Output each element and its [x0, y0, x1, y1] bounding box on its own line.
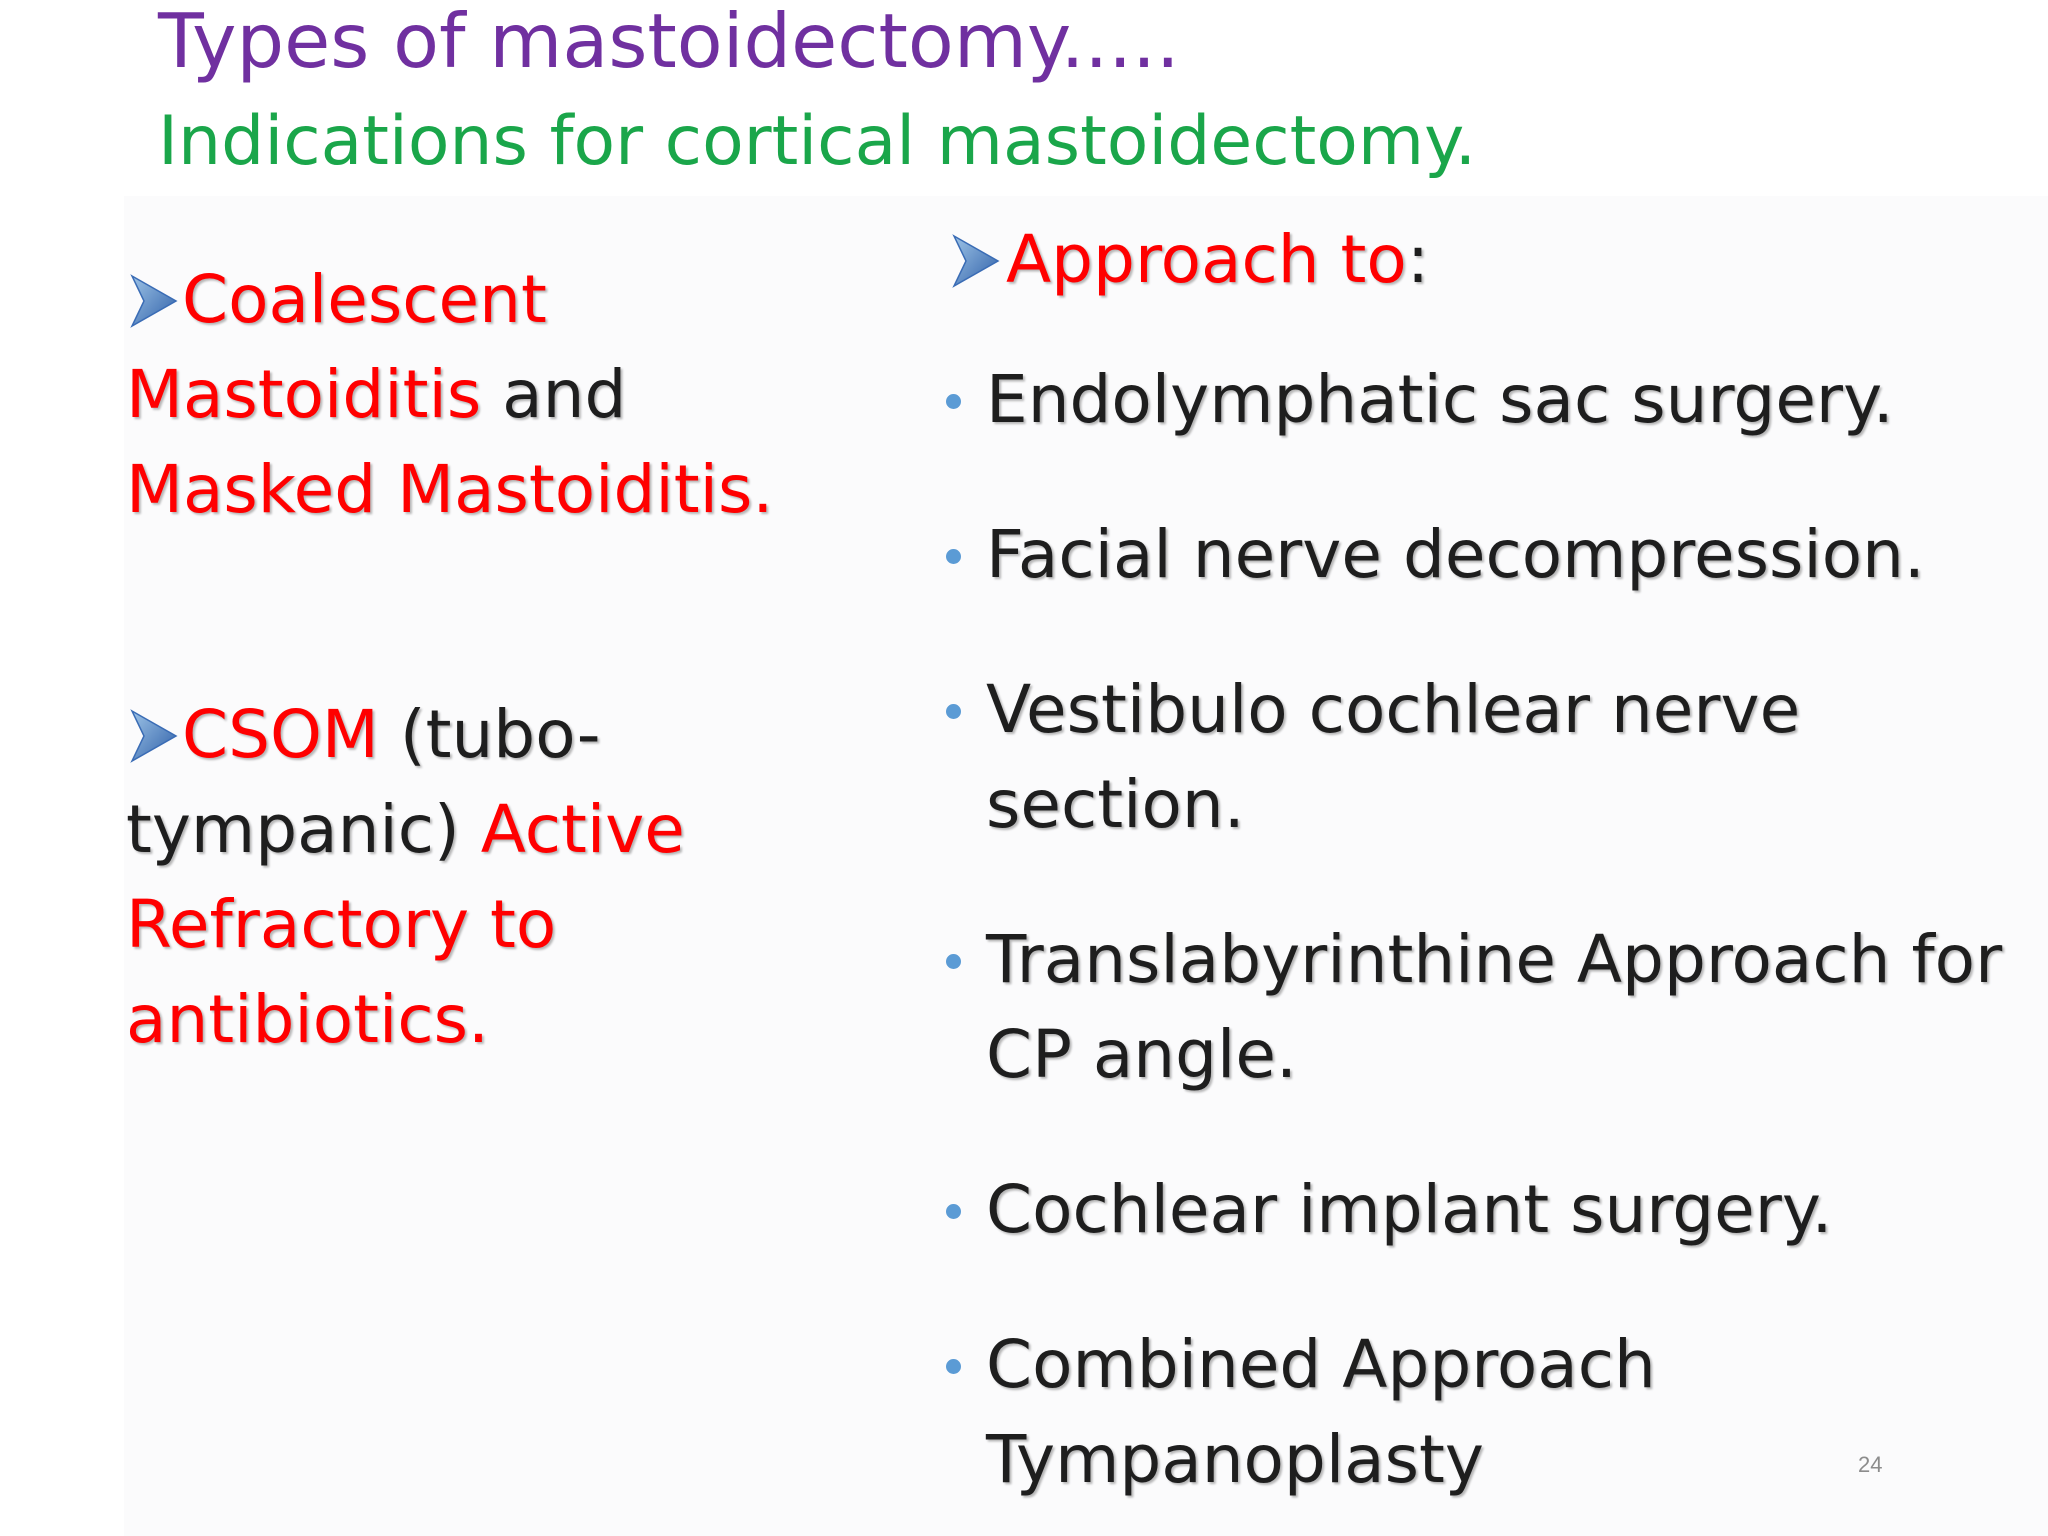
- bullet-dot-icon: [946, 1359, 961, 1374]
- spacer: [126, 537, 886, 687]
- approach-heading: [946, 212, 2036, 307]
- list-item-text: Combined Approach: [986, 1326, 1656, 1403]
- item2-text-active: Active: [480, 791, 685, 868]
- slide-title: Types of mastoidectomy.....: [158, 0, 1180, 85]
- list-item-text: Endolymphatic sac surgery.: [986, 361, 1894, 438]
- list-item-text-continued: CP angle.: [986, 1016, 1297, 1093]
- list-item: [946, 912, 2036, 1102]
- item1-text-coalescent: Coalescent: [182, 261, 547, 338]
- item1-text-and: and: [481, 356, 627, 433]
- list-item-text: Vestibulo cochlear nerve: [986, 671, 1801, 748]
- arrowhead-bullet-icon: [130, 272, 178, 330]
- approach-list: [946, 352, 2036, 1507]
- item2-text-refractory: Refractory to: [126, 886, 557, 963]
- slide-subtitle: Indications for cortical mastoidectomy.: [158, 102, 1477, 181]
- list-item: [946, 352, 2036, 447]
- item2-text-tubo: (tubo-: [378, 696, 601, 773]
- list-item: [946, 1317, 2036, 1507]
- arrowhead-bullet-icon: [130, 707, 178, 765]
- right-column: [946, 212, 2036, 1507]
- item2-text-antibiotics: antibiotics.: [126, 981, 489, 1058]
- item1-text-masked: Masked Mastoiditis.: [126, 451, 774, 528]
- bullet-dot-icon: [946, 1204, 961, 1219]
- approach-heading-text: Approach to: [1006, 221, 1407, 298]
- indication-item-csom: [126, 687, 886, 1067]
- list-item-text: Cochlear implant surgery.: [986, 1171, 1833, 1248]
- bullet-dot-icon: [946, 704, 961, 719]
- bullet-dot-icon: [946, 549, 961, 564]
- list-item-text: Facial nerve decompression.: [986, 516, 1925, 593]
- list-item-text-continued: Tympanoplasty: [986, 1421, 1484, 1498]
- page-number: 24: [1858, 1452, 1883, 1477]
- list-item: [946, 1162, 2036, 1257]
- item2-text-csom: CSOM: [182, 696, 379, 773]
- indication-item-coalescent: [126, 252, 886, 537]
- bullet-dot-icon: [946, 394, 961, 409]
- arrowhead-bullet-icon: [952, 232, 1000, 290]
- list-item-text-continued: section.: [986, 766, 1245, 843]
- list-item: [946, 507, 2036, 602]
- approach-heading-colon: :: [1406, 221, 1430, 298]
- left-column: [126, 252, 886, 1067]
- item1-text-mastoiditis: Mastoiditis: [126, 356, 482, 433]
- list-item: [946, 662, 2036, 852]
- bullet-dot-icon: [946, 954, 961, 969]
- list-item-text: Translabyrinthine Approach for: [986, 921, 2003, 998]
- item2-text-tympanic: tympanic): [126, 791, 481, 868]
